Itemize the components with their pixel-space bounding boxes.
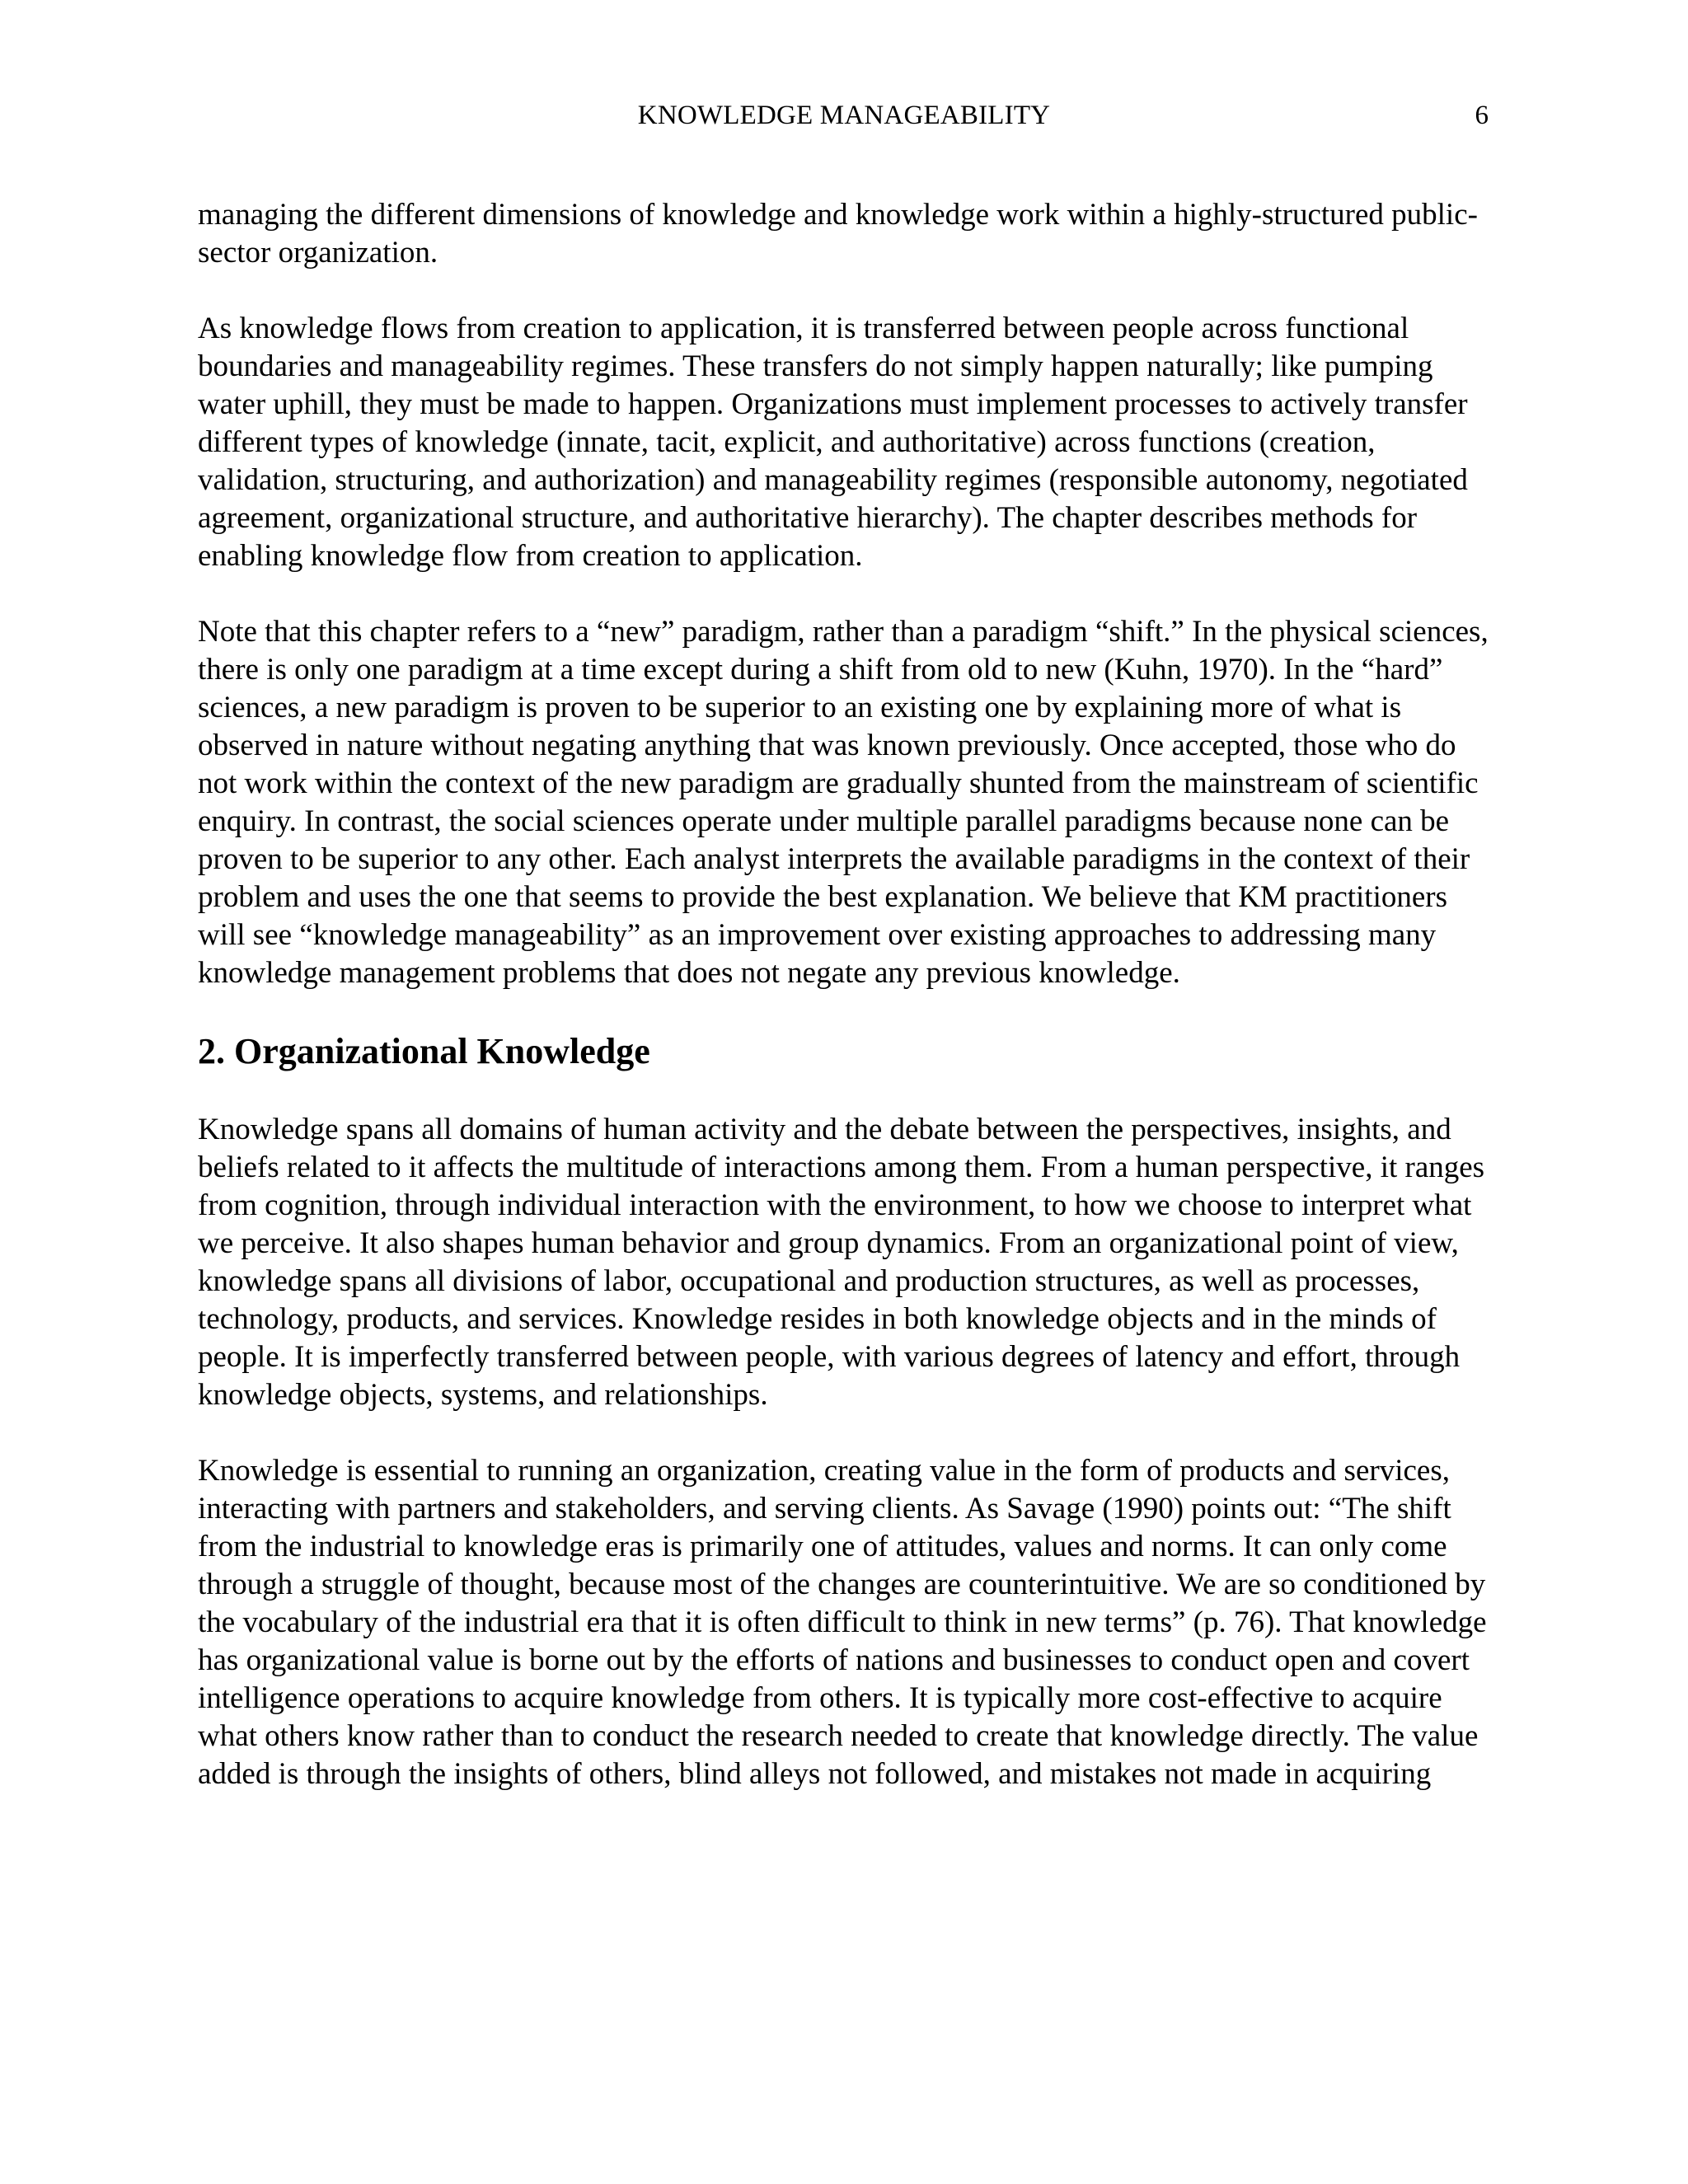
paragraph-3: Note that this chapter refers to a “new” paradigm, rather than a paradigm “shift.” In the physical sciences, there is only one paradigm at a time except during a shift from old to new (Kuhn, 1970). In the “hard” sciences, a new paradigm is proven to be superior to an existing one by explaining more of what is observed in nature without negating anything that was known previously. Once accepted, those who do not work within the context of the new paradigm are gradually shunted from the mainstream of scientific enquiry. In contrast, the social sciences operate under multiple parallel paradigms because none can be proven to be superior to any other. Each analyst interprets the available paradigms in the context of their problem and uses the one that seems to provide the best explanation. We believe that KM practitioners will see “knowledge manageability” as an improvement over existing approaches to addressing many knowledge management problems that does not negate any previous knowledge.: [198, 615, 1489, 990]
running-head: KNOWLEDGE MANAGEABILITY: [637, 101, 1051, 130]
section-paragraph-2: Knowledge is essential to running an organization, creating value in the form of products and services, interacting with partners and stakeholders, and serving clients. As Savage (1990) points out: “The shift from the industrial to knowledge eras is primarily one of attitudes, values and norms. It can only come through a struggle of thought, because most of the changes are counterintuitive. We are so conditioned by the vocabulary of the industrial era that it is often difficult to think in new terms” (p. 76). That knowledge has organizational value is borne out by the efforts of nations and businesses to conduct open and covert intelligence operations to acquire knowledge from others. It is typically more cost-effective to acquire what others know rather than to conduct the research needed to create that knowledge directly. The value added is through the insights of others, blind alleys not followed, and mistakes not made in acquiring: [198, 1454, 1487, 1791]
section-paragraph-1: Knowledge spans all domains of human activity and the debate between the perspectives, insights, and beliefs related to it affects the multitude of interactions among them. From a human perspective, it ranges from cognition, through individual interaction with the environment, to how we choose to interpret what we perceive. It also shapes human behavior and group dynamics. From an organizational point of view, knowledge spans all divisions of labor, occupational and production structures, as well as processes, technology, products, and services. Knowledge resides in both knowledge objects and in the minds of people. It is imperfectly transferred between people, with various degrees of latency and effort, through knowledge objects, systems, and relationships.: [198, 1113, 1485, 1412]
paragraph-2: As knowledge flows from creation to application, it is transferred between people across functional boundaries and manageability regimes. These transfers do not simply happen naturally; like pumping water uphill, they must be made to happen. Organizations must implement processes to actively transfer different types of knowledge (innate, tacit, explicit, and authoritative) across functions (creation, validation, structuring, and authorization) and manageability regimes (responsible autonomy, negotiated agreement, organizational structure, and authoritative hierarchy). The chapter describes methods for enabling knowledge flow from creation to application.: [198, 312, 1468, 573]
section-heading: 2. Organizational Knowledge: [198, 1031, 650, 1071]
page-number: 6: [1475, 101, 1489, 130]
body-text: [198, 196, 1500, 1831]
paragraph-1: managing the different dimensions of knowledge and knowledge work within a highly-structured public-sector organization.: [198, 198, 1478, 269]
page-header: [0, 97, 1688, 134]
